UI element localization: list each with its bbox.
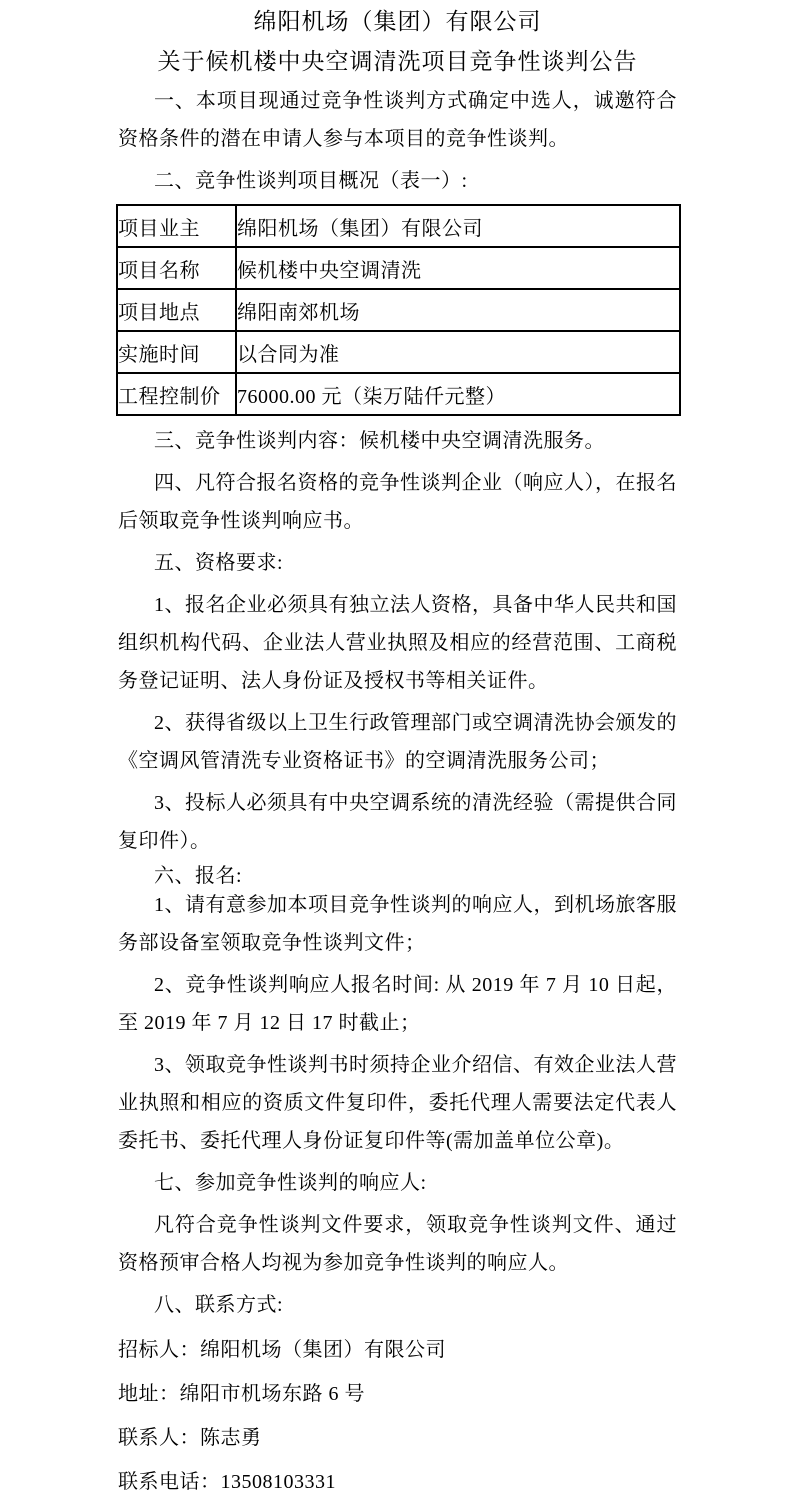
paragraph-registration-1: 1、请有意参加本项目竞争性谈判的响应人，到机场旅客服务部设备室领取竞争性谈判文件； [118,894,677,954]
paragraph-registration-2: 2、竞争性谈判响应人报名时间: 从 2019 年 7 月 10 日起，至 2019 年 7 月 12 日 17 时截止； [118,974,677,1034]
paragraph-intro-2: 二、竞争性谈判项目概况（表一）: [154,170,468,192]
row-label: 实施时间 [117,331,236,373]
paragraph-qualification-2: 2、获得省级以上卫生行政管理部门或空调清洗协会颁发的《空调风管清洗专业资格证书》的空调清洗服务公司； [118,712,677,772]
document-subtitle: 关于候机楼中央空调清洗项目竞争性谈判公告 [157,49,638,74]
paragraph-intro-1: 一、本项目现通过竞争性谈判方式确定中选人，诚邀符合资格条件的潜在申请人参与本项目的竞争性谈判。 [118,90,677,150]
contact-phone: 联系电话：13508103331 [118,1471,336,1493]
table-row-control-price [117,373,680,415]
row-value: 绵阳南郊机场 [236,289,680,331]
paragraph-section-5: 五、资格要求: [154,552,284,574]
project-overview-table [116,204,681,416]
document-title: 绵阳机场（集团）有限公司 [253,9,542,34]
row-label: 工程控制价 [117,373,236,415]
table-row-project-name [117,247,680,289]
paragraph-section-6: 六、报名: [154,865,243,887]
paragraph-registration-3: 3、领取竞争性谈判书时须持企业介绍信、有效企业法人营业执照和相应的资质文件复印件，委托代理人需要法定代表人委托书、委托代理人身份证复印件等(需加盖单位公章)。 [118,1054,677,1152]
paragraph-section-8: 八、联系方式: [154,1294,284,1316]
row-value: 以合同为准 [236,331,680,373]
contact-address: 地址：绵阳市机场东路 6 号 [118,1383,365,1405]
row-label: 项目地点 [117,289,236,331]
contact-tenderee: 招标人：绵阳机场（集团）有限公司 [118,1339,446,1361]
row-value: 76000.00 元（柒万陆仟元整） [236,373,680,415]
row-value: 绵阳机场（集团）有限公司 [236,205,680,247]
paragraph-section-7: 七、参加竞争性谈判的响应人: [154,1172,427,1194]
paragraph-section-3: 三、竞争性谈判内容：候机楼中央空调清洗服务。 [154,430,605,452]
paragraph-section-7-body: 凡符合竞争性谈判文件要求，领取竞争性谈判文件、通过资格预审合格人均视为参加竞争性谈判的响应人。 [118,1214,677,1274]
table-row-schedule [117,331,680,373]
paragraph-section-4: 四、凡符合报名资格的竞争性谈判企业（响应人），在报名后领取竞争性谈判响应书。 [118,472,677,532]
row-label: 项目名称 [117,247,236,289]
table-row-owner [117,205,680,247]
paragraph-qualification-1: 1、报名企业必须具有独立法人资格，具备中华人民共和国组织机构代码、企业法人营业执照及相应的经营范围、工商税务登记证明、法人身份证及授权书等相关证件。 [118,594,677,692]
paragraph-qualification-3: 3、投标人必须具有中央空调系统的清洗经验（需提供合同复印件）。 [118,792,677,852]
row-label: 项目业主 [117,205,236,247]
row-value: 候机楼中央空调清洗 [236,247,680,289]
contact-person: 联系人：陈志勇 [118,1427,262,1449]
table-row-location [117,289,680,331]
